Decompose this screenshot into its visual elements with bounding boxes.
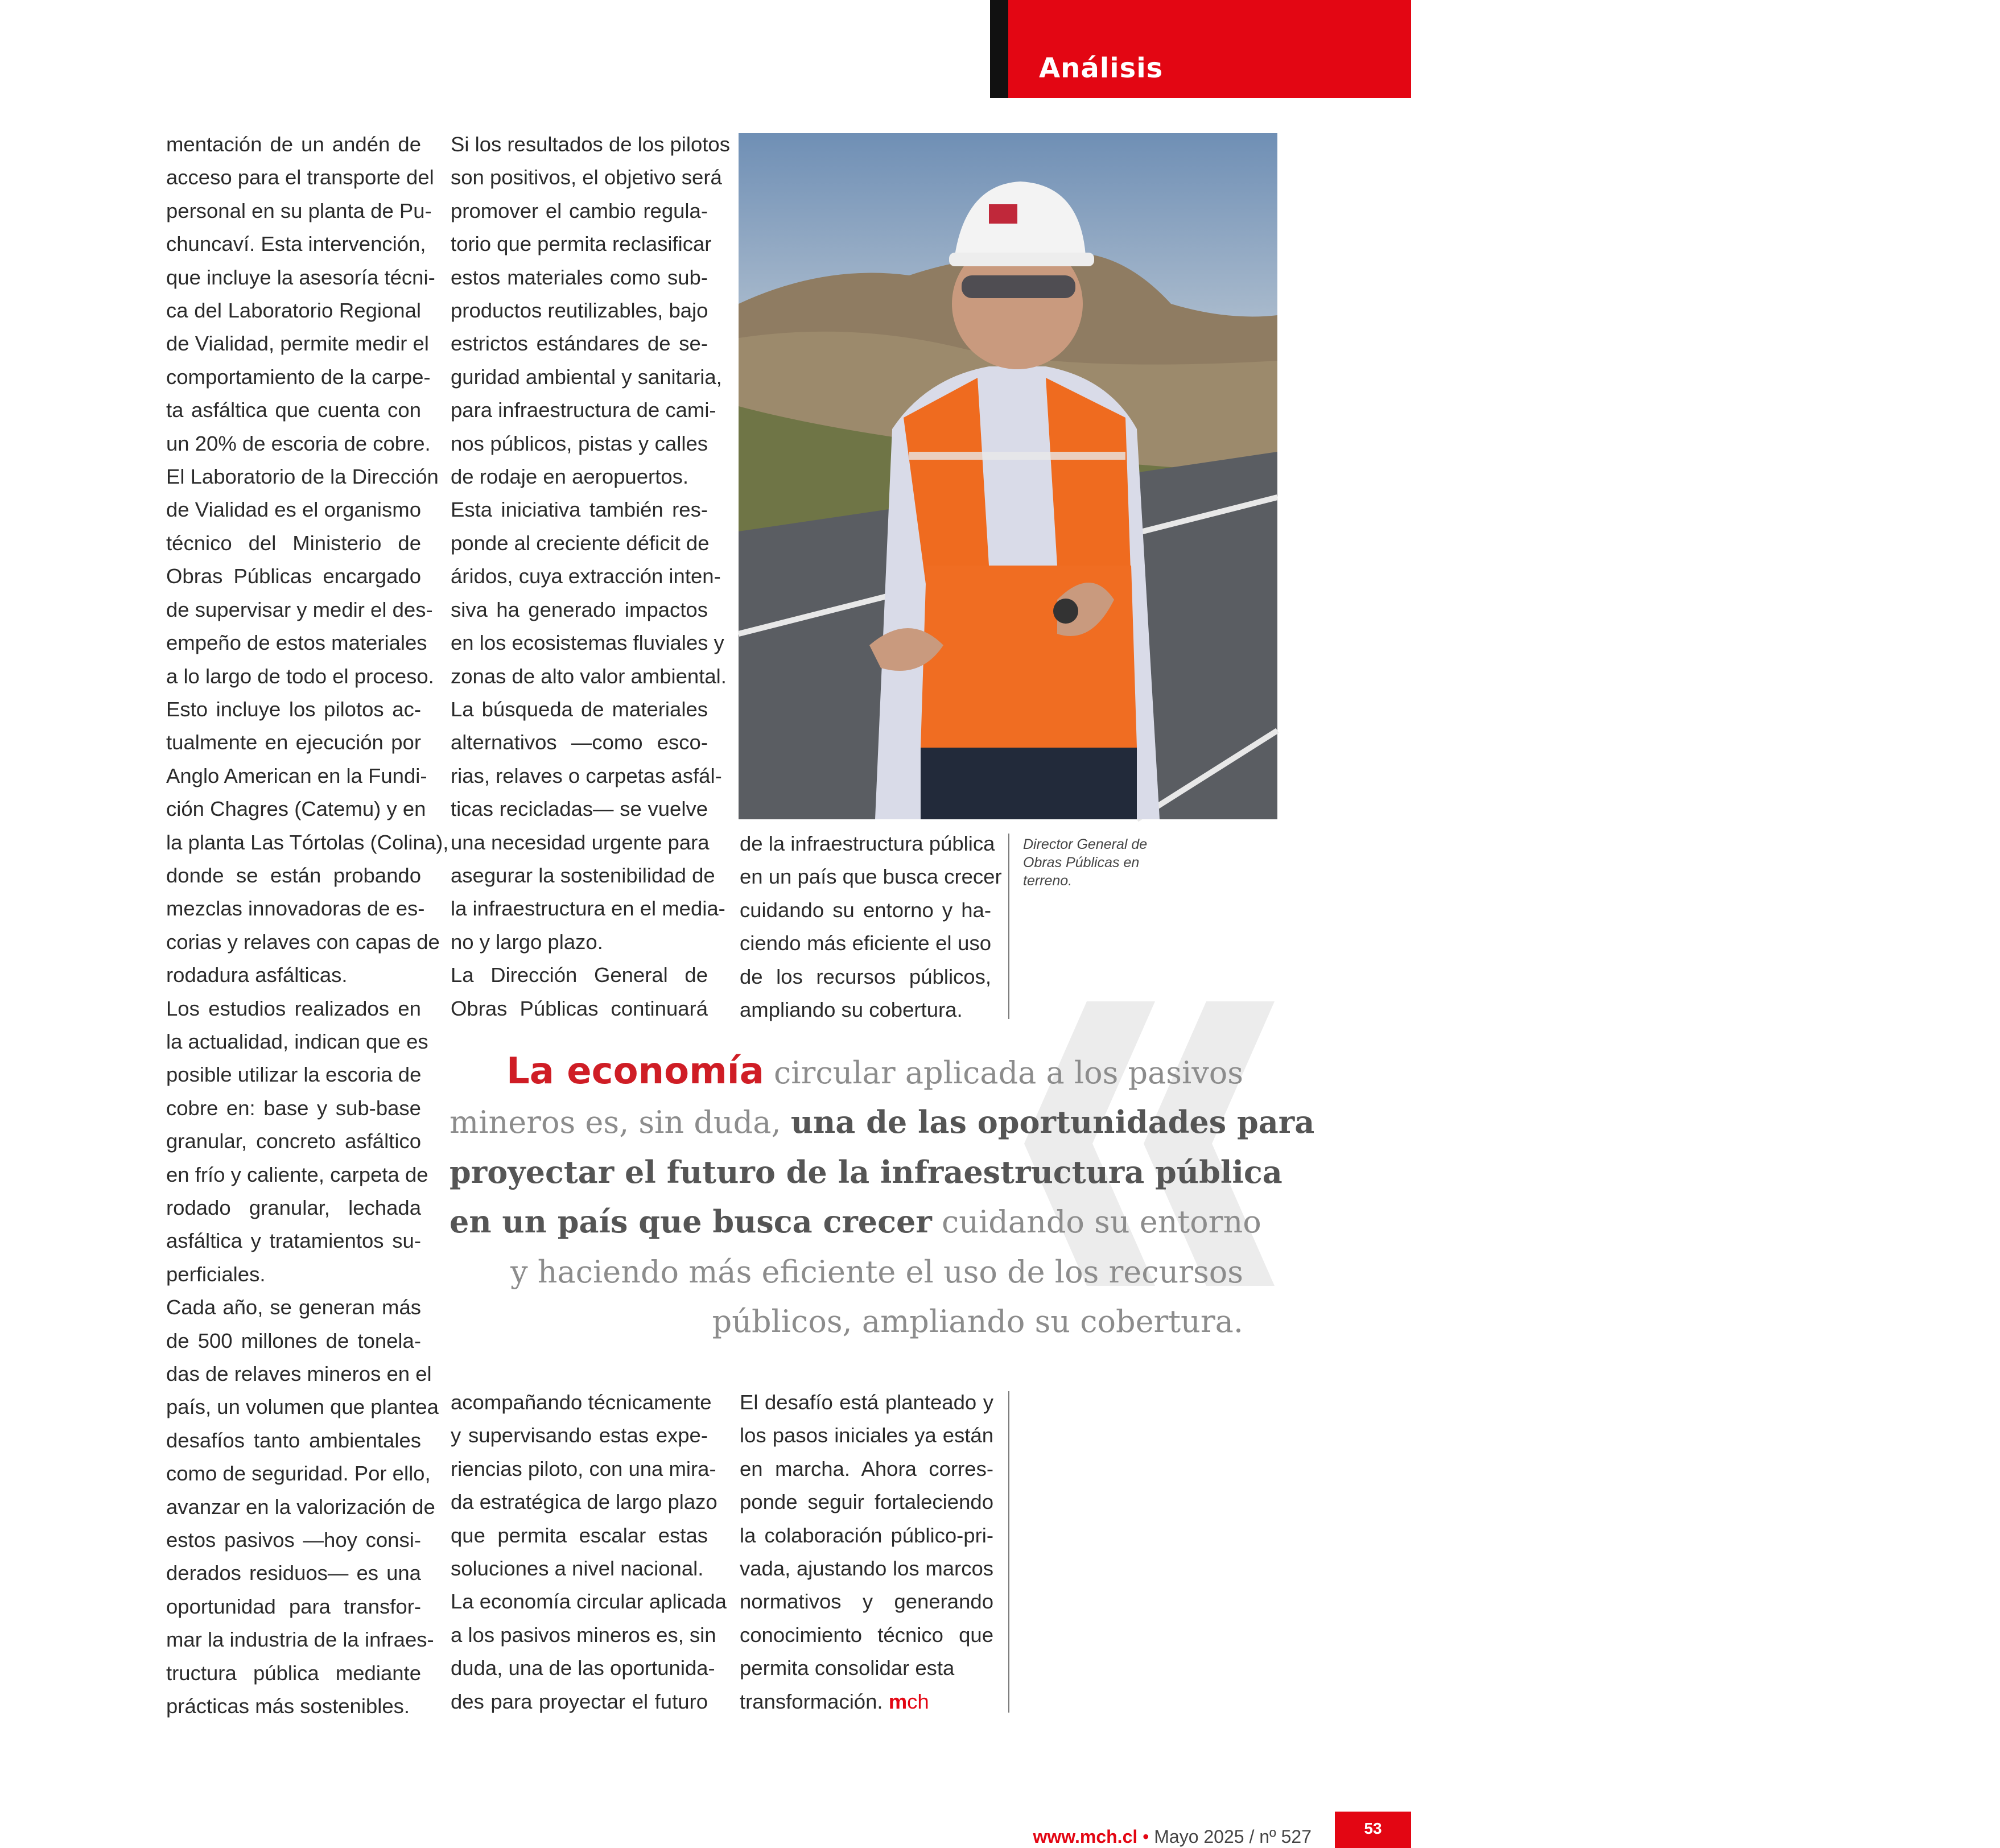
photo-illustration: [739, 133, 1277, 819]
text-line: la planta Las Tórtolas (Colina),: [166, 830, 449, 854]
text-line: técnico del Ministerio de: [166, 531, 421, 555]
text-line: productos reutilizables, bajo: [451, 299, 708, 323]
text-line: los pasos iniciales ya están: [740, 1424, 993, 1447]
section-title: Análisis: [1039, 52, 1164, 84]
section-header: [990, 0, 1411, 98]
text-line: Obras Públicas continuará: [451, 996, 708, 1020]
caption-divider: [1008, 834, 1009, 1019]
text-line: ta asfáltica que cuenta con: [166, 398, 421, 422]
text-line: rodado granular, lechada: [166, 1196, 421, 1219]
text-line: des para proyectar el futuro: [451, 1689, 708, 1713]
text-line: no y largo plazo.: [451, 930, 603, 954]
text-line: La Dirección General de: [451, 963, 708, 987]
text-line: corias y relaves con capas de: [166, 930, 440, 954]
text-line: asfáltica y tratamientos su-: [166, 1229, 421, 1253]
text-line: donde se están probando: [166, 863, 421, 887]
text-line: en frío y caliente, carpeta de: [166, 1162, 428, 1186]
text-line: El Laboratorio de la Dirección: [166, 465, 439, 489]
text-line: como de seguridad. Por ello,: [166, 1462, 431, 1486]
text-line: una necesidad urgente para: [451, 830, 710, 854]
column-b-text: [451, 128, 730, 1025]
text-line: normativos y generando: [740, 1590, 993, 1614]
text-line: para infraestructura de cami-: [451, 398, 716, 422]
text-line: Obras Públicas encargado: [166, 564, 421, 588]
text-line: mar la industria de la infraes-: [166, 1628, 434, 1652]
text-line: Los estudios realizados en: [166, 996, 421, 1020]
header-black-bar: [990, 0, 1008, 98]
text-line: posible utilizar la escoria de: [166, 1063, 422, 1087]
text-line: Esta iniciativa también res-: [451, 498, 708, 522]
text-line: de supervisar y medir el des-: [166, 597, 433, 621]
page-number: 53: [1335, 1812, 1411, 1848]
text-line: acompañando técnicamente: [451, 1391, 712, 1414]
text-line: asegurar la sostenibilidad de: [451, 863, 715, 887]
text-line: perficiales.: [166, 1262, 266, 1286]
text-line: mentación de un andén de: [166, 133, 421, 156]
signoff-ch: ch: [907, 1689, 929, 1713]
text-line: a lo largo de todo el proceso.: [166, 664, 434, 688]
text-line: tructura pública mediante: [166, 1661, 421, 1685]
text-line: soluciones a nivel nacional.: [451, 1557, 704, 1581]
text-line: empeño de estos materiales: [166, 631, 427, 655]
text-line: estrictos estándares de se-: [451, 332, 708, 356]
text-line: vada, ajustando los marcos: [740, 1557, 993, 1581]
text-line: en marcha. Ahora corres-: [740, 1457, 993, 1480]
signoff-m: m: [888, 1689, 908, 1713]
text-line: avanzar en la valorización de: [166, 1495, 435, 1519]
text-line: das de relaves mineros en el: [166, 1362, 432, 1386]
text-line: país, un volumen que plantea: [166, 1395, 439, 1419]
column-c2-text: [740, 1386, 993, 1718]
pull-quote: [450, 1047, 1315, 1346]
text-line: de Vialidad es el organismo: [166, 498, 421, 522]
pull-quote-line-1: [450, 1047, 1243, 1098]
column-a-text: [166, 128, 449, 1723]
text-line: que permita escalar estas: [451, 1523, 708, 1547]
photo-credit: Foto: Gentileza Ministerio de Obras Públicas: [1988, 517, 1999, 748]
text-line: rodadura asfálticas.: [166, 963, 348, 987]
text-line: personal en su planta de Pu-: [166, 199, 432, 222]
text-line: estos materiales como sub-: [451, 265, 708, 289]
text-line: de 500 millones de tonela-: [166, 1329, 421, 1352]
text-line: que incluye la asesoría técni-: [166, 265, 435, 289]
text-line: siva ha generado impactos: [451, 597, 708, 621]
text-line: ciendo más eficiente el uso: [740, 931, 991, 955]
text-line: El desafío está planteado y: [740, 1391, 993, 1414]
text-line: la colaboración público-pri-: [740, 1523, 993, 1547]
website-link[interactable]: www.mch.cl: [1033, 1826, 1138, 1847]
pull-quote-line-6: públicos, ampliando su cobertura.: [712, 1304, 1243, 1340]
text-line: chuncaví. Esta intervención,: [166, 232, 426, 256]
text-line: la infraestructura en el media-: [451, 897, 725, 921]
text-line: torio que permita reclasificar: [451, 232, 712, 256]
text-line: guridad ambiental y sanitaria,: [451, 365, 722, 389]
issue-info: Mayo 2025 / nº 527: [1154, 1826, 1312, 1847]
text-line: Esto incluye los pilotos ac-: [166, 697, 421, 721]
text-line: mezclas innovadoras de es-: [166, 897, 425, 921]
text-line: la actualidad, indican que es: [166, 1029, 428, 1053]
text-line: comportamiento de la carpe-: [166, 365, 431, 389]
text-line: tualmente en ejecución por: [166, 731, 421, 754]
text-line: ampliando su cobertura.: [740, 998, 963, 1022]
text-line: Si los resultados de los pilotos: [451, 133, 730, 156]
footer-separator: •: [1143, 1826, 1149, 1847]
text-line: oportunidad para transfor-: [166, 1594, 421, 1618]
text-line: de los recursos públicos,: [740, 964, 991, 988]
text-line: La búsqueda de materiales: [451, 697, 708, 721]
text-line: rias, relaves o carpetas asfál-: [451, 764, 722, 787]
text-line: permita consolidar esta: [740, 1656, 955, 1680]
column-divider: [1008, 1391, 1009, 1713]
text-line: un 20% de escoria de cobre.: [166, 431, 431, 455]
text-line: cuidando su entorno y ha-: [740, 898, 991, 922]
pull-quote-bold: proyectar el futuro de la infraestructura pública: [450, 1153, 1283, 1190]
column-b2-text: [451, 1386, 727, 1718]
text-line: de Vialidad, permite medir el: [166, 332, 429, 356]
pull-quote-bold: en un país que busca crecer: [450, 1203, 932, 1240]
text-line: da estratégica de largo plazo: [451, 1490, 717, 1514]
text-line: en los ecosistemas fluviales y: [451, 631, 724, 655]
pull-quote-text: circular aplicada a los pasivos: [764, 1055, 1243, 1091]
text-line: granular, concreto asfáltico: [166, 1129, 421, 1153]
text-line: zonas de alto valor ambiental.: [451, 664, 727, 688]
text-line: derados residuos— es una: [166, 1561, 421, 1585]
text-line: desafíos tanto ambientales: [166, 1428, 421, 1452]
pull-quote-text: mineros es, sin duda,: [450, 1104, 791, 1141]
closing-line: [740, 1685, 993, 1718]
text-line: son positivos, el objetivo será: [451, 166, 722, 189]
text-line: riencias piloto, con una mira-: [451, 1457, 716, 1480]
text-line: ponde seguir fortaleciendo: [740, 1490, 993, 1514]
pull-quote-line-5: y haciendo más eficiente el uso de los recursos: [510, 1253, 1243, 1290]
text-line: prácticas más sostenibles.: [166, 1694, 410, 1718]
column-c-text: [740, 827, 1002, 1026]
text-line: a los pasivos mineros es, sin: [451, 1623, 716, 1647]
text-line: en un país que busca crecer: [740, 865, 1002, 889]
column-c2-lines: [740, 1386, 993, 1685]
text-line: de rodaje en aeropuertos.: [451, 465, 689, 489]
text-line: alternativos —como esco-: [451, 731, 708, 754]
text-line: áridos, cuya extracción inten-: [451, 564, 721, 588]
mch-signoff-logo: [889, 1690, 929, 1713]
text-line: duda, una de las oportunida-: [451, 1656, 715, 1680]
text-line: acceso para el transporte del: [166, 166, 434, 189]
text-line: nos públicos, pistas y calles: [451, 431, 708, 455]
text-line: La economía circular aplicada: [451, 1590, 727, 1614]
text-line: de la infraestructura pública: [740, 832, 995, 855]
text-line: cobre en: base y sub-base: [166, 1096, 421, 1120]
pull-quote-line-3: [450, 1148, 1283, 1197]
text-line: ción Chagres (Catemu) y en: [166, 797, 426, 821]
photo-caption: Director General de Obras Públicas en terreno.: [1023, 836, 1148, 889]
pull-quote-bold: una de las oportunidades para: [790, 1104, 1315, 1141]
text-line: ca del Laboratorio Regional: [166, 299, 421, 323]
pull-quote-text: cuidando su entorno: [931, 1204, 1261, 1240]
text-line: promover el cambio regula-: [451, 199, 708, 222]
text-line: Anglo American en la Fundi-: [166, 764, 427, 787]
director-photo: [739, 133, 1999, 819]
closing-text: transformación.: [740, 1689, 889, 1713]
text-line: estos pasivos —hoy consi-: [166, 1528, 421, 1552]
page-footer: [1033, 1825, 1312, 1848]
pull-quote-line-2: [450, 1098, 1315, 1147]
pull-quote-line-4: [450, 1197, 1261, 1247]
text-line: Cada año, se generan más: [166, 1296, 421, 1319]
pull-quote-lead: La economía: [506, 1050, 764, 1092]
text-line: ponde al creciente déficit de: [451, 531, 710, 555]
text-line: ticas recicladas— se vuelve: [451, 797, 708, 821]
text-line: conocimiento técnico que: [740, 1623, 993, 1647]
text-line: y supervisando estas expe-: [451, 1424, 708, 1447]
